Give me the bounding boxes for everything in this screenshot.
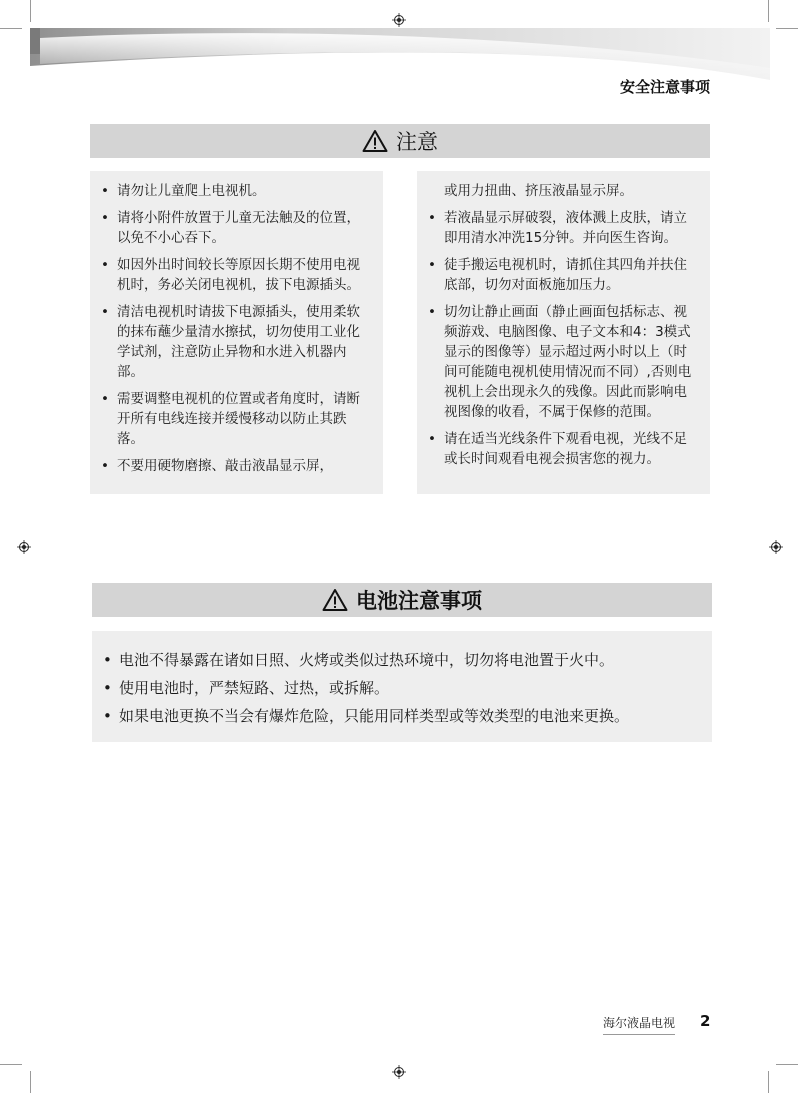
list-item-text: 或用力扭曲、挤压液晶显示屏。 (444, 183, 633, 199)
bullet-icon: • (428, 431, 436, 447)
caution-right-list (417, 171, 710, 469)
bullet-icon: • (101, 183, 109, 199)
warning-icon (322, 588, 348, 612)
footer-brand: 海尔液晶电视 (603, 1014, 675, 1035)
battery-panel (92, 631, 712, 742)
registration-mark (392, 1065, 406, 1079)
list-item (91, 302, 367, 382)
list-item (418, 429, 700, 469)
list-item (91, 389, 367, 449)
list-item-text: 如果电池更换不当会有爆炸危险，只能用同样类型或等效类型的电池来更换。 (119, 707, 630, 725)
list-item (93, 705, 702, 727)
list-item-text: 清洁电视机时请拔下电源插头，使用柔软的抹布蘸少量清水擦拭，切勿使用工业化学试剂，注意防止异物和水进入机器内部。 (117, 304, 360, 380)
list-item-text: 请在适当光线条件下观看电视，光线不足或长时间观看电视会损害您的视力。 (444, 431, 687, 467)
list-item (91, 208, 367, 248)
list-item-text: 需要调整电视机的位置或者角度时，请断开所有电线连接并缓慢移动以防止其跌落。 (117, 391, 360, 447)
battery-list (92, 631, 712, 727)
list-item-text: 请将小附件放置于儿童无法触及的位置，以免不小心吞下。 (117, 210, 360, 246)
bullet-icon: • (103, 707, 112, 725)
list-item-text: 不要用硬物磨擦、敲击液晶显示屏， (117, 458, 333, 474)
list-item-text: 徒手搬运电视机时，请抓住其四角并扶住底部，切勿对面板施加压力。 (444, 257, 687, 293)
list-item-text: 使用电池时，严禁短路、过热，或拆解。 (119, 679, 390, 697)
list-item (91, 181, 367, 201)
caution-right-panel (417, 171, 710, 494)
list-item (418, 255, 700, 295)
crop-mark (0, 1064, 22, 1065)
registration-mark (392, 13, 406, 27)
section-title: 安全注意事项 (619, 78, 710, 96)
bullet-icon: • (101, 458, 109, 474)
list-item (91, 456, 367, 476)
bullet-icon: • (101, 257, 109, 273)
list-item (93, 649, 702, 671)
list-item-text: 若液晶显示屏破裂，液体溅上皮肤，请立即用清水冲洗15分钟。并向医生咨询。 (444, 210, 687, 246)
caution-title: 注意 (396, 130, 438, 154)
registration-mark (17, 540, 31, 554)
list-item-text: 如因外出时间较长等原因长期不使用电视机时，务必关闭电视机，拔下电源插头。 (117, 257, 360, 293)
bullet-icon: • (428, 304, 436, 320)
list-item (418, 302, 700, 422)
bullet-icon: • (103, 651, 112, 669)
caution-left-panel (90, 171, 383, 494)
bullet-icon: • (103, 679, 112, 697)
bullet-icon: • (428, 210, 436, 226)
battery-title-bar (92, 583, 712, 617)
crop-mark (30, 0, 31, 22)
crop-mark (776, 1064, 798, 1065)
list-item-text: 切勿让静止画面（静止画面包括标志、视频游戏、电脑图像、电子文本和4：3模式显示的图像等）显示超过两小时以上（时间可能随电视机使用情况而不同）,否则电视机上会出现永久的残像。因此而影响电视图像的收看，不属于保修的范围。 (444, 304, 692, 420)
warning-icon (362, 129, 388, 153)
list-item-text: 电池不得暴露在诸如日照、火烤或类似过热环境中，切勿将电池置于火中。 (119, 651, 615, 669)
list-item (93, 677, 702, 699)
crop-mark (30, 1071, 31, 1093)
bullet-icon: • (101, 210, 109, 226)
bullet-icon: • (428, 257, 436, 273)
list-item (91, 255, 367, 295)
list-item-text: 请勿让儿童爬上电视机。 (117, 183, 266, 199)
list-item (418, 208, 700, 248)
crop-mark (0, 28, 22, 29)
bullet-icon: • (101, 391, 109, 407)
caution-left-list (90, 171, 383, 476)
bullet-icon: • (101, 304, 109, 320)
crop-mark (776, 28, 798, 29)
list-item-continuation (418, 181, 700, 201)
registration-mark (769, 540, 783, 554)
crop-mark (768, 0, 769, 22)
crop-mark (768, 1071, 769, 1093)
battery-title: 电池注意事项 (356, 589, 482, 613)
caution-title-bar (90, 124, 710, 158)
page-number: 2 (700, 1012, 711, 1030)
